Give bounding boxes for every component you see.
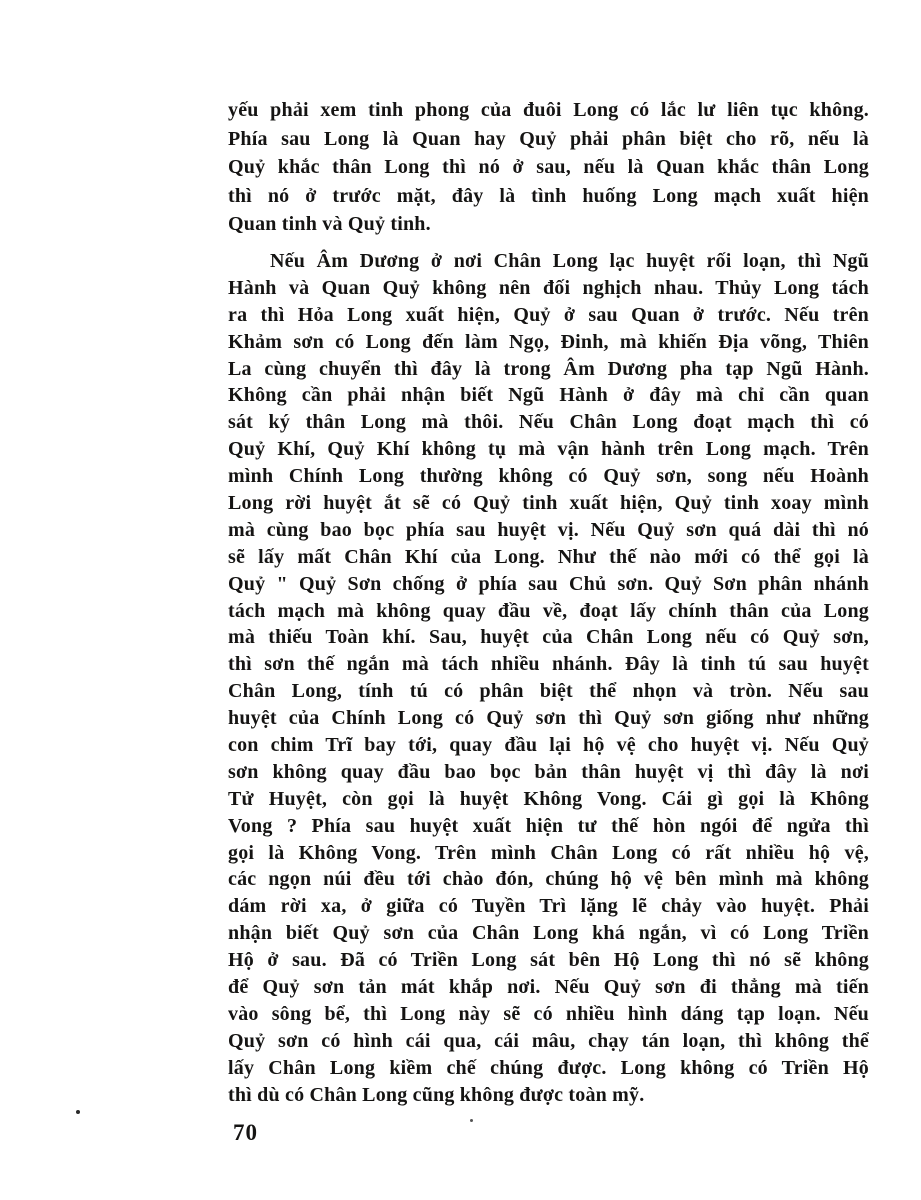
text-line: mình Chính Long thường không có Quỷ sơn, song nếu Hoành bbox=[228, 465, 869, 488]
text-line: huyệt của Chính Long có Quỷ sơn thì Quỷ sơn giống như những bbox=[228, 707, 869, 730]
text-line: Tử Huyệt, còn gọi là huyệt Không Vong. Cái gì gọi là Không bbox=[228, 787, 869, 810]
text-line: Vong ? Phía sau huyệt xuất hiện tư thế hòn ngói để ngửa thì bbox=[228, 814, 869, 837]
text-line: yếu phải xem tinh phong của đuôi Long có lắc lư liên tục không. bbox=[228, 99, 869, 121]
text-line: lấy Chân Long kiềm chế chúng được. Long không có Triền Hộ bbox=[228, 1056, 869, 1079]
text-line: tách mạch mà không quay đầu về, đoạt lấy chính thân của Long bbox=[228, 599, 869, 622]
text-line: nhận biết Quỷ sơn của Chân Long khá ngắn, vì có Long Triền bbox=[228, 922, 869, 945]
text-block bbox=[228, 96, 869, 1108]
text-line: các ngọn núi đều tới chào đón, chúng hộ vệ bên mình mà không bbox=[228, 868, 869, 891]
text-line: thì dù có Chân Long cũng không được toàn mỹ. bbox=[228, 1083, 645, 1106]
text-line: gọi là Không Vong. Trên mình Chân Long có rất nhiều hộ vệ, bbox=[228, 841, 869, 864]
text-line: Hộ ở sau. Đã có Triền Long sát bên Hộ Long thì nó sẽ không bbox=[228, 949, 869, 972]
text-line: để Quỷ sơn tản mát khắp nơi. Nếu Quỷ sơn đi thẳng mà tiến bbox=[228, 976, 869, 999]
text-line: mà thiếu Toàn khí. Sau, huyệt của Chân Long nếu có Quỷ sơn, bbox=[228, 626, 869, 649]
text-line: La cùng chuyển thì đây là trong Âm Dương pha tạp Ngũ Hành. bbox=[228, 357, 869, 380]
text-line: Quan tinh và Quỷ tinh. bbox=[228, 213, 431, 236]
text-line: Quỷ Khí, Quỷ Khí không tụ mà vận hành trên Long mạch. Trên bbox=[228, 438, 869, 461]
text-line: Quỷ " Quỷ Sơn chống ở phía sau Chủ sơn. Quỷ Sơn phân nhánh bbox=[228, 572, 869, 595]
text-line: Long rời huyệt ắt sẽ có Quỷ tinh xuất hiện, Quỷ tinh xoay mình bbox=[228, 491, 869, 514]
text-line: Không cần phải nhận biết Ngũ Hành ở đây mà chỉ cần quan bbox=[228, 384, 869, 407]
text-line: Chân Long, tính tú có phân biệt thể nhọn và tròn. Nếu sau bbox=[228, 680, 869, 703]
text-line: ra thì Hỏa Long xuất hiện, Quỷ ở sau Quan ở trước. Nếu trên bbox=[228, 303, 869, 326]
text-line: Khảm sơn có Long đến làm Ngọ, Đinh, mà khiến Địa võng, Thiên bbox=[228, 330, 869, 353]
text-line: Quỷ khắc thân Long thì nó ở sau, nếu là Quan khắc thân Long bbox=[228, 156, 869, 179]
paragraph bbox=[228, 96, 869, 239]
text-line: sơn không quay đầu bao bọc bản thân huyệt vị thì đây là nơi bbox=[228, 760, 869, 783]
text-line: sẽ lấy mất Chân Khí của Long. Như thế nào mới có thể gọi là bbox=[228, 545, 869, 568]
text-line: Hành và Quan Quỷ không nên đối nghịch nhau. Thủy Long tách bbox=[228, 276, 869, 299]
text-line: thì nó ở trước mặt, đây là tình huống Long mạch xuất hiện bbox=[228, 184, 869, 207]
text-line: sát ký thân Long mà thôi. Nếu Chân Long đoạt mạch thì có bbox=[228, 411, 869, 434]
text-line: dám rời xa, ở giữa có Tuyền Trì lặng lẽ chảy vào huyệt. Phải bbox=[228, 895, 869, 918]
scan-speck bbox=[76, 1110, 80, 1114]
text-line: Phía sau Long là Quan hay Quỷ phải phân biệt cho rõ, nếu là bbox=[228, 127, 869, 150]
page-number: 70 bbox=[233, 1120, 258, 1145]
text-line: vào sông bể, thì Long này sẽ có nhiều hình dáng tạp loạn. Nếu bbox=[228, 1002, 869, 1025]
text-line: Nếu Âm Dương ở nơi Chân Long lạc huyệt rối loạn, thì Ngũ bbox=[270, 249, 869, 272]
text-line: thì sơn thế ngắn mà tách nhiều nhánh. Đây là tinh tú sau huyệt bbox=[228, 653, 869, 676]
scan-speck bbox=[470, 1119, 473, 1122]
text-line: mà cùng bao bọc phía sau huyệt vị. Nếu Quỷ sơn quá dài thì nó bbox=[228, 518, 869, 541]
text-line: con chim Trĩ bay tới, quay đầu lại hộ vệ cho huyệt vị. Nếu Quỷ bbox=[228, 734, 869, 756]
paragraph bbox=[228, 248, 869, 1109]
text-line: Quỷ sơn có hình cái qua, cái mâu, chạy tán loạn, thì không thể bbox=[228, 1029, 869, 1052]
